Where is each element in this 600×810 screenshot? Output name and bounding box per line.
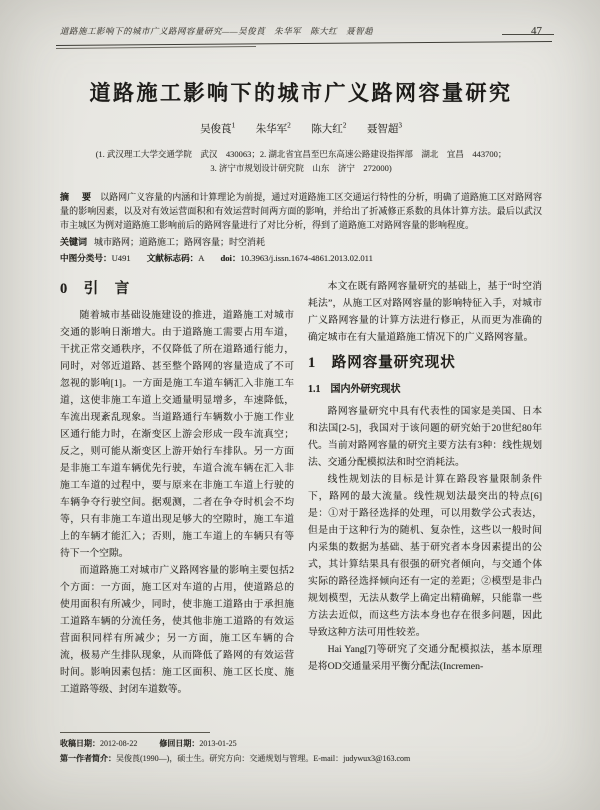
doi-value: 10.3963/j.issn.1674-4861.2013.02.011	[240, 252, 373, 263]
author	[366, 121, 402, 135]
author-name: 聂智超	[366, 124, 399, 135]
running-header	[60, 25, 542, 37]
doi-label: doi：	[220, 252, 241, 263]
footnote-rule	[60, 732, 210, 733]
section-heading-introduction: 0 引 言	[60, 280, 131, 297]
body-paragraph: 而道路施工对城市广义路网容量的影响主要包括2个方面：一方面，施工区对车道的占用，使道路总的使用面积有所减少，同时，使非施工道路由于承担施工道路车辆的分流任务，使其他非施工道路的有效运营面积同样有所减少；另一方面，施工区车辆的合流，极易产生排队现象，从而降低了路网的有效运营时间。影响因素包括：施工区面积、施工区长度、施工道路等级、封闭车道数等。	[60, 564, 294, 695]
keywords-text: 城市路网；道路施工；路网容量；时空消耗	[94, 236, 266, 247]
body-columns	[60, 278, 542, 716]
keywords-label: 关键词	[60, 236, 88, 247]
author	[311, 121, 347, 135]
classification-line	[60, 252, 542, 265]
footnote-author-bio	[60, 752, 542, 767]
author-name: 陈大红	[311, 124, 343, 135]
page-number-rule	[502, 34, 554, 35]
body-paragraph: 线性规划法的目标是计算在路段容量限制条件下，路网的最大流量。线性规划法最突出的特点[6]是：①对于路径选择的处理，可以用数学公式表达，但是由于这种行为的随机、复杂性，这些以一般时间内采集的数据为基础、基于研究者本身因素提出的公式，其计算结果具有很强的研究者倾向，与交通个体实际的路径选择倾向还有一定的差距；②模型是非凸规划模型，无法从数学上确定出精确解，只能靠一些方法去近似，而这些方法本身也存在很多问题，因此导致这种方法可用性较差。	[308, 473, 542, 638]
header-rule	[60, 41, 542, 49]
running-title: 道路施工影响下的城市广义路网容量研究——吴俊莨 朱华军 陈大红 聂智超	[60, 26, 374, 36]
doc-code-label: 文献标志码：	[146, 252, 199, 263]
subsection-heading: 1.1 国内外研究现状	[308, 383, 401, 395]
first-author-bio-value: 吴俊莨(1990—)，硕士生。研究方向：交通规划与管理。E-mail：judywux3@163.com	[116, 753, 411, 763]
affiliations-block	[60, 147, 542, 175]
section-heading-research-status: 1 路网容量研究现状	[308, 354, 456, 371]
author	[255, 121, 291, 135]
abstract-block	[60, 190, 542, 233]
author	[200, 121, 236, 135]
keywords-line	[60, 235, 542, 249]
clc-value: U491	[111, 252, 131, 263]
paper-title: 道路施工影响下的城市广义路网容量研究	[89, 81, 513, 105]
page-number: 47	[531, 25, 542, 37]
body-paragraph: 随着城市基础设施建设的推进，道路施工对城市交通的影响日渐增大。由于道路施工需要占用车道，干扰正常交通秩序，不仅降低了所在道路通行能力，同时，对邻近道路、甚至整个路网的容量造成了不可忽视的影响[1]。一方面是施工车道车辆汇入非施工车道，这使非施工车道上交通量明显增多，车速降低，车流出现紊乱现象。当道路通行车辆数小于施工作业区通行能力时，在渐变区上游会形成一段车流真空；反之，则可能从渐变区上游开始行车排队。另一方面是非施工车道车辆优先行驶，车道合流车辆在汇入非施工车道的过程中，要与原来在非施工车道上行驶的车辆争夺行驶空间。据观测，二者在争夺时机会不均等，只有非施工车道出现足够大的空隙时，施工车道上的车辆才能汇入；否则，施工车道上的车辆只有等待下一个空隙。	[60, 309, 294, 559]
header-rule-main	[56, 41, 552, 46]
abstract-text: 以路网广义容量的内涵和计算理论为前提，通过对道路施工区交通运行特性的分析，明确了道路施工区对路网容量的影响因素，以及对有效运营面积和有效运营时间两方面的影响，并给出了折减修正系数的具体计算方法。最后以武汉市主城区为例对道路施工影响前后的路网容量进行了对比分析，得到了道路施工对路网容量的影响程度。	[60, 192, 542, 231]
author-affiliation-mark: 3	[398, 121, 402, 130]
clc-label: 中图分类号：	[60, 252, 112, 263]
author-name: 朱华军	[255, 124, 288, 135]
left-column	[60, 278, 294, 716]
authors-line	[60, 121, 542, 136]
author-affiliation-mark: 2	[287, 121, 291, 130]
header-rule-echo	[56, 46, 256, 49]
affiliation-line: (1. 武汉理工大学交通学院 武汉 430063；2. 湖北省宜昌至巴东高速公路建设指挥部 湖北 宜昌 443700；	[95, 149, 507, 159]
author-name: 吴俊莨	[200, 124, 232, 135]
first-author-bio-label: 第一作者简介：	[60, 753, 116, 763]
received-date-value: 2012-08-22	[100, 739, 138, 748]
doc-code-value: A	[198, 252, 205, 263]
received-date-label: 收稿日期：	[60, 739, 100, 748]
revised-date-label: 修回日期：	[159, 739, 200, 748]
author-affiliation-mark: 1	[231, 121, 236, 130]
footnote-block	[60, 732, 542, 766]
right-column	[308, 278, 542, 716]
author-affiliation-mark: 2	[342, 121, 347, 130]
affiliation-line: 3. 济宁市规划设计研究院 山东 济宁 272000)	[210, 163, 392, 173]
body-paragraph: 本文在既有路网容量研究的基础上，基于“时空消耗法”，从施工区对路网容量的影响特征入手，对城市广义路网容量的计算方法进行修正，从而更为准确的确定城市在有大量道路施工情况下的广义路网容量。	[308, 280, 542, 343]
body-paragraph: Hai Yang[7]等研究了交通分配模拟法，基本原理是将OD交通量采用平衡分配法(Incremen-	[308, 643, 542, 672]
abstract-label: 摘 要	[60, 192, 94, 202]
revised-date-value: 2013-01-25	[199, 739, 237, 748]
body-paragraph: 路网容量研究中具有代表性的国家是美国、日本和法国[2-5]，我国对于该问题的研究始于20世纪80年代。当前对路网容量的研究主要方法有3种：线性规划法、交通分配模拟法和时空消耗法。	[308, 405, 542, 468]
footnote-dates	[60, 737, 542, 752]
